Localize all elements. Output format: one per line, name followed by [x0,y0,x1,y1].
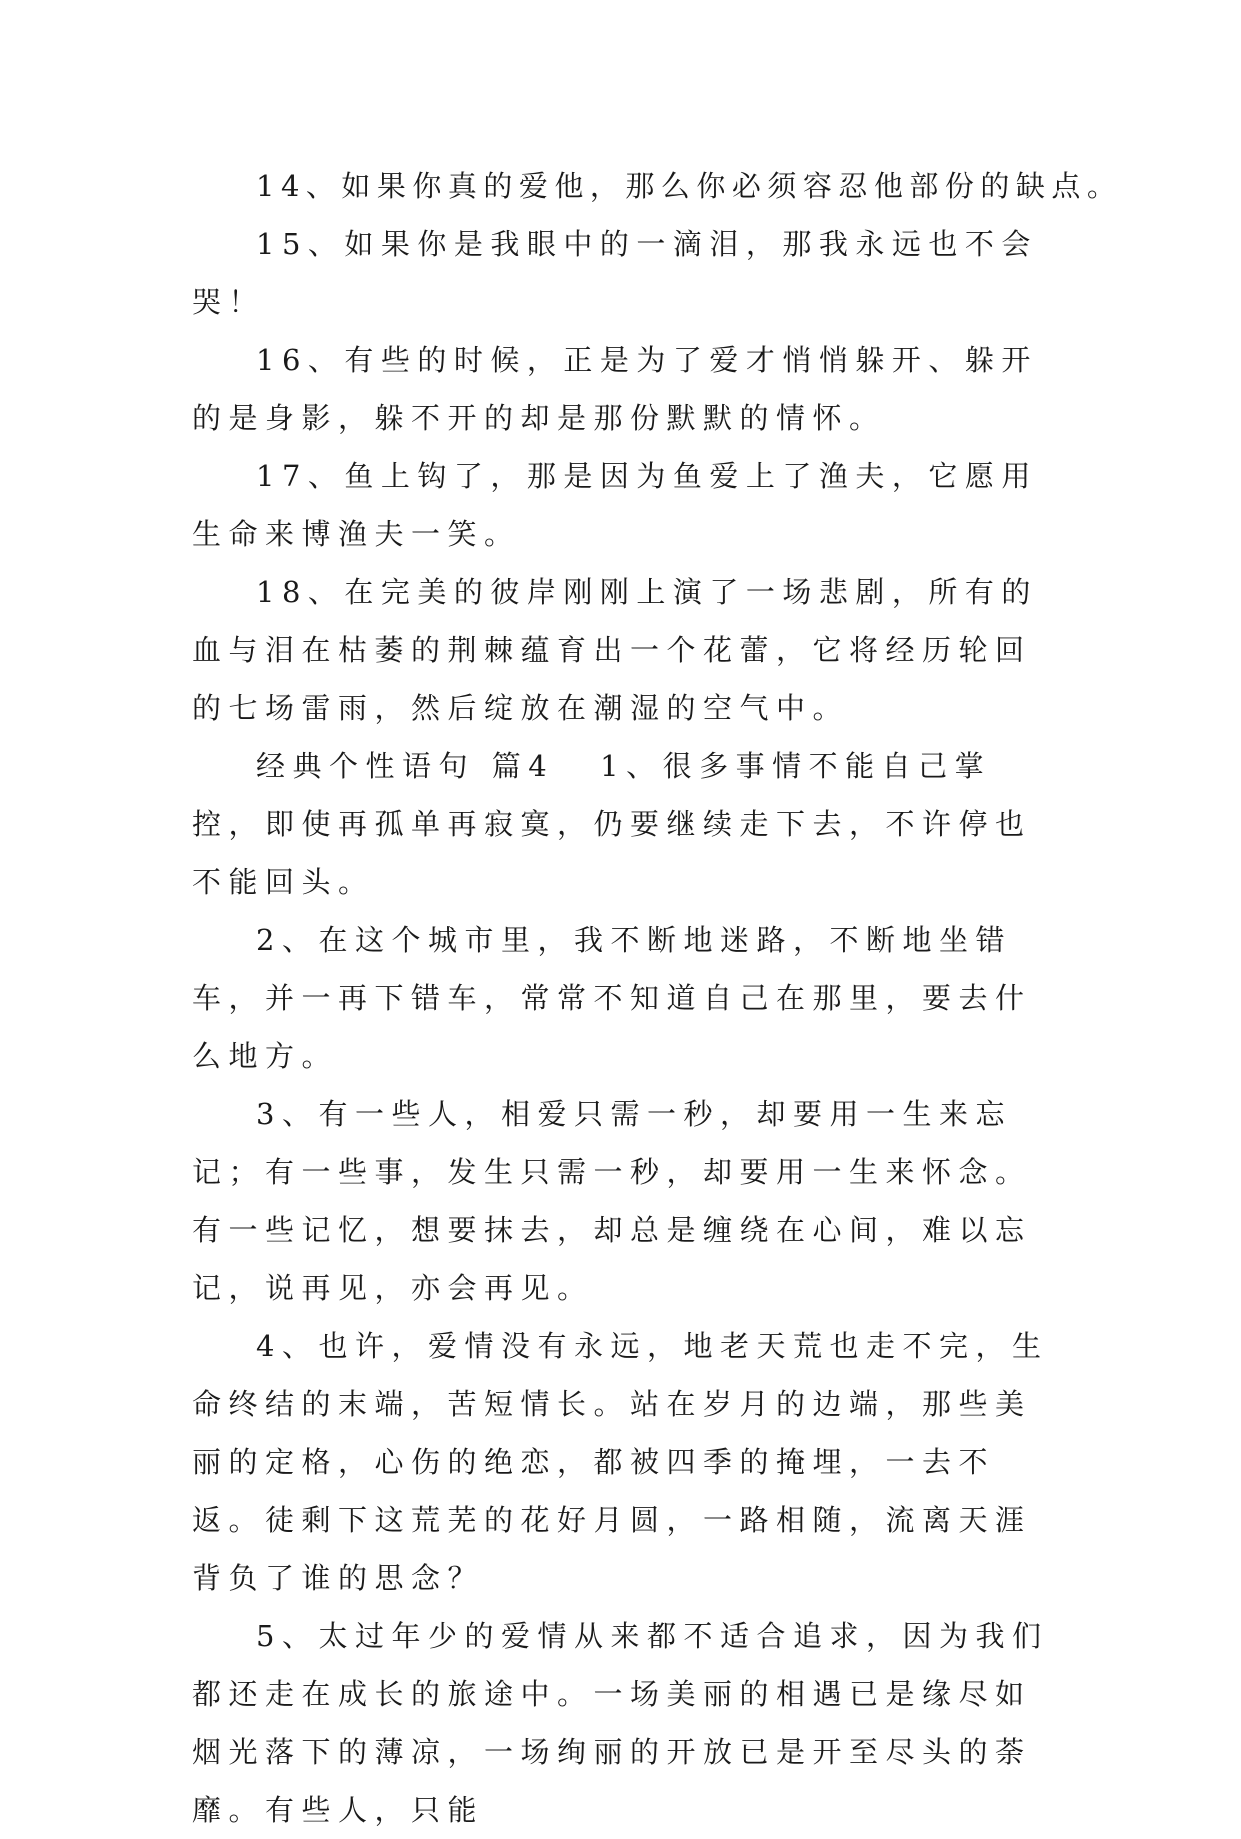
paragraph-1: 1、很多事情不能自己掌控，即使再孤单再寂寞，仍要继续走下去，不许停也不能回头。 [192,749,1032,899]
document-body [192,157,1123,1839]
paragraph-2: 2、在这个城市里，我不断地迷路，不断地坐错车，并一再下错车，常常不知道自己在那里，要去什么地方。 [192,923,1032,1073]
paragraph-16: 16、有些的时候，正是为了爱才悄悄躲开、躲开的是身影，躲不开的却是那份默默的情怀。 [192,343,1038,435]
paragraph-18: 18、在完美的彼岸刚刚上演了一场悲剧，所有的血与泪在枯萎的荆棘蕴育出一个花蕾，它将经历轮回的七场雷雨，然后绽放在潮湿的空气中。 [192,575,1038,725]
paragraph-17: 17、鱼上钩了，那是因为鱼爱上了渔夫，它愿用生命来博渔夫一笑。 [192,459,1038,551]
paragraph-14: 14、如果你真的爱他，那么你必须容忍他部份的缺点。 [256,169,1123,203]
paragraph-15: 15、如果你是我眼中的一滴泪，那我永远也不会哭！ [192,227,1038,319]
section-heading: 经典个性语句 篇4 [256,749,555,783]
section-heading-paragraph [192,737,1062,911]
paragraph-3: 3、有一些人，相爱只需一秒，却要用一生来忘记；有一些事，发生只需一秒，却要用一生来怀念。有一些记忆，想要抹去，却总是缠绕在心间，难以忘记，说再见，亦会再见。 [192,1097,1032,1305]
paragraph-4: 4、也许，爱情没有永远，地老天荒也走不完，生命终结的末端，苦短情长。站在岁月的边端，那些美丽的定格，心伤的绝恋，都被四季的掩埋，一去不返。徒剩下这荒芜的花好月圆，一路相随，流离天涯背负了谁的思念？ [192,1329,1049,1595]
paragraph-5: 5、太过年少的爱情从来都不适合追求，因为我们都还走在成长的旅途中。一场美丽的相遇已是缘尽如烟光落下的薄凉，一场绚丽的开放已是开至尽头的荼靡。有些人，只能 [192,1619,1049,1827]
